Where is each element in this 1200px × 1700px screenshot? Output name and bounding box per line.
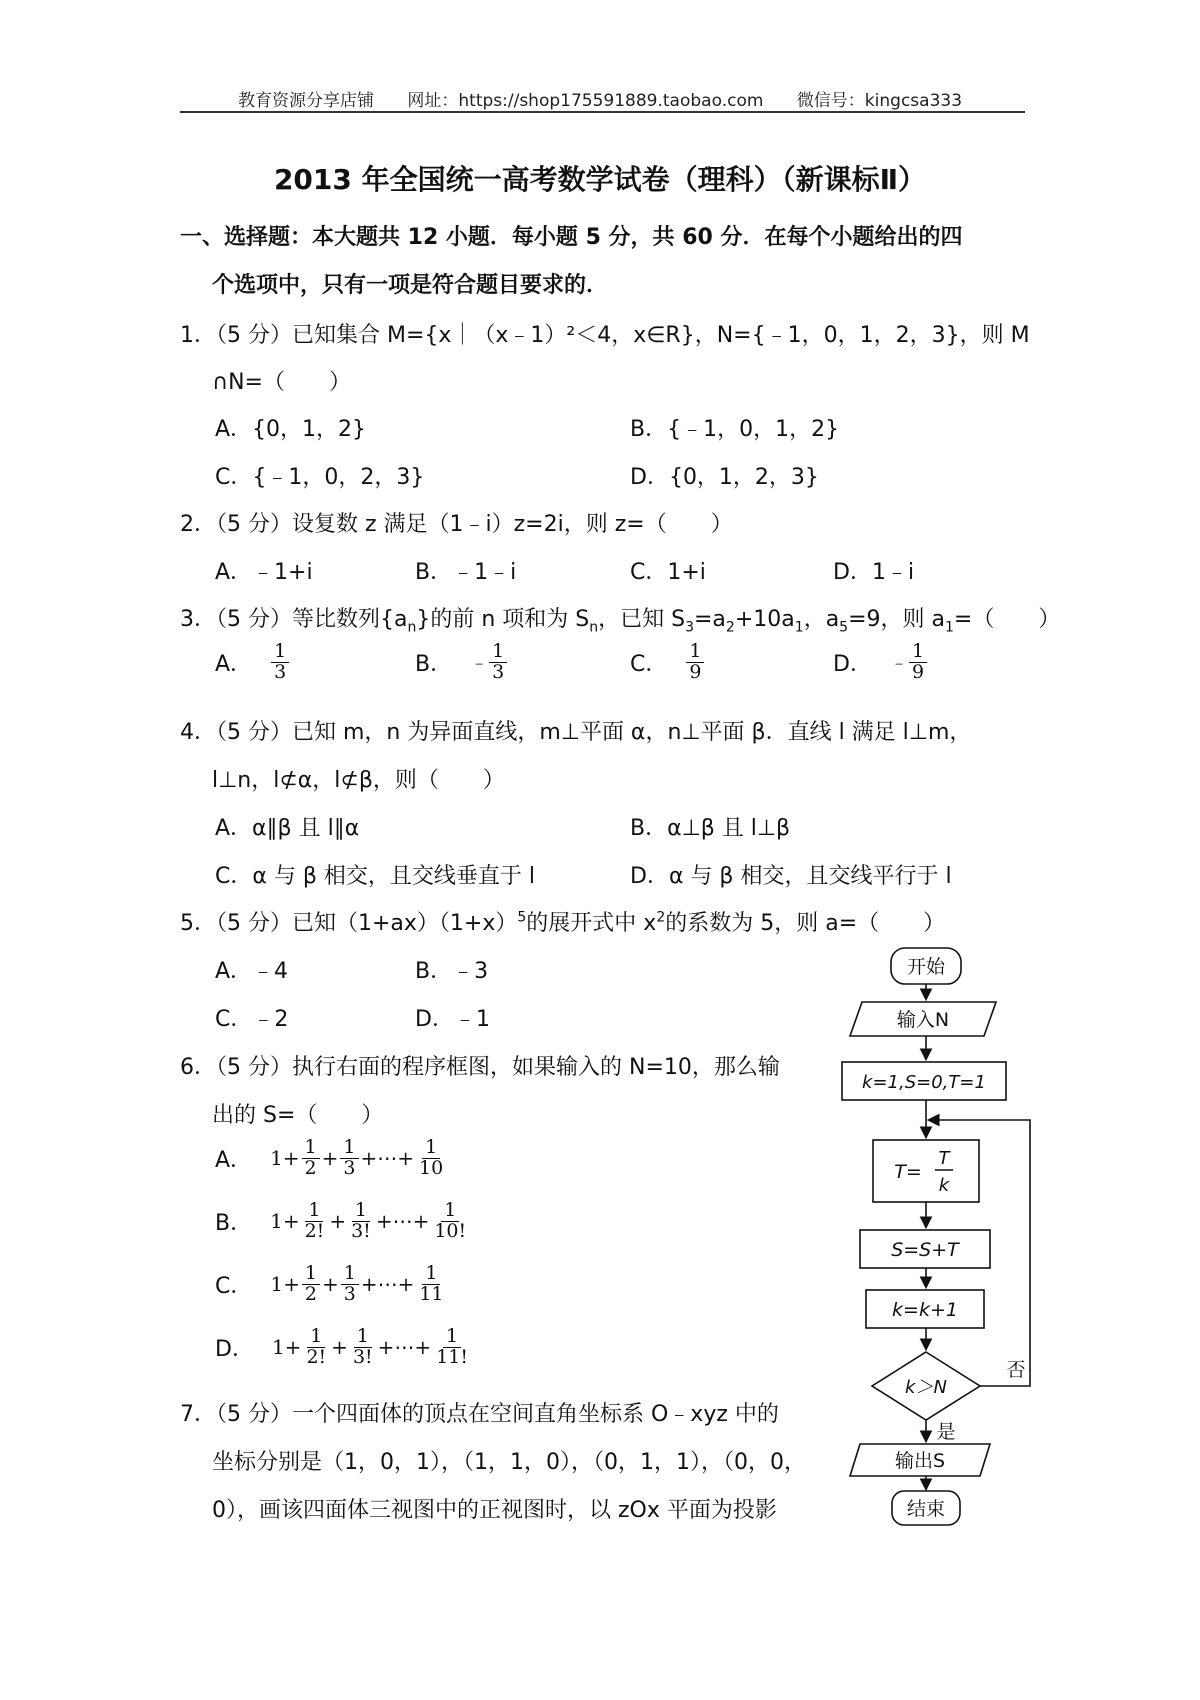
series-expression: 1+ $\frac{1}{2!}$ + $\frac{1}{3!}$ +⋯+ $\frac{1}{11!}$	[271, 1325, 468, 1368]
flow-condition-label: k＞N	[905, 1377, 947, 1398]
flow-k-update-label: k=k+1	[892, 1299, 958, 1321]
flow-s-update-label: S=S+T	[891, 1239, 959, 1261]
flow-t-num-label: T	[938, 1148, 950, 1169]
q2-option-c: C．1+i	[630, 560, 706, 585]
q4-stem-line2: l⊥n，l⊄α，l⊄β，则（ ）	[212, 768, 505, 793]
q2-option-b: B．﹣1﹣i	[415, 560, 517, 585]
q1-option-c: C．{﹣1，0，2，3}	[215, 465, 425, 490]
page-header	[0, 86, 1200, 111]
flow-input-label: 输入N	[896, 1009, 950, 1031]
q3-option-a: A． $\frac{1}{3}$	[215, 642, 290, 683]
flow-yes-label: 是	[936, 1421, 956, 1443]
q5-option-c: C．﹣2	[215, 1007, 289, 1032]
q5-option-b: B．﹣3	[415, 959, 489, 984]
q3-option-b: B． ﹣ $\frac{1}{3}$	[415, 642, 508, 683]
q4-stem-line1: 4．（5 分）已知 m，n 为异面直线，m⊥平面 α，n⊥平面 β．直线 l 满足 l⊥m，	[180, 720, 972, 745]
q3-option-d: D． ﹣ $\frac{1}{9}$	[833, 642, 928, 683]
flow-t-den-label: k	[938, 1175, 950, 1196]
flow-no-label: 否	[1006, 1359, 1026, 1381]
q6-option-a: A． 1+ $\frac{1}{2}$ + $\frac{1}{3}$ +⋯+ $\frac{1}{10}$	[215, 1138, 447, 1179]
fraction: $\frac{1}{9}$	[909, 642, 927, 683]
flow-t-lhs-label: T=	[894, 1161, 922, 1183]
q1-option-b: B．{﹣1，0，1，2}	[630, 417, 840, 442]
series-expression: 1+ $\frac{1}{2!}$ + $\frac{1}{3!}$ +⋯+ $\frac{1}{10!}$	[270, 1199, 467, 1242]
q6-stem-line2: 出的 S=（ ）	[212, 1103, 384, 1128]
shop-name: 教育资源分享店铺	[237, 91, 374, 111]
q5-option-d: D．﹣1	[415, 1007, 490, 1032]
q6-option-d: D． 1+ $\frac{1}{2!}$ + $\frac{1}{3!}$ +⋯+ $\frac{1}{11!}$	[215, 1327, 472, 1368]
q7-stem-line2: 坐标分别是（1，0，1），（1，1，0），（0，1，1），（0，0，	[212, 1450, 806, 1475]
q4-option-a: A．α∥β 且 l∥α	[215, 816, 360, 841]
q7-stem-line1: 7．（5 分）一个四面体的顶点在空间直角坐标系 O﹣xyz 中的	[180, 1402, 779, 1427]
q5-stem: 5．（5 分）已知$(1+ax)(1+x)^5$的展开式中 $x^2$的系数为 5，则 a=（ ）	[180, 909, 946, 936]
fraction: $\frac{1}{9}$	[686, 642, 704, 683]
q1-option-a: A．{0，1，2}	[215, 417, 367, 442]
page-title: 2013 年全国统一高考数学试卷（理科）（新课标Ⅱ）	[273, 163, 927, 196]
q5-option-a: A．﹣4	[215, 959, 289, 984]
flow-init-label: k=1,S=0,T=1	[862, 1072, 986, 1093]
q4-option-d: D．α 与 β 相交，且交线平行于 l	[630, 864, 952, 889]
q3-stem: 3．（5 分）等比数列$\{a_n\}$的前 n 项和为 $S_n$，已知 $S_3=a_2+10a_1$，$a_5=9$，则 $a_1=$（ ）	[180, 607, 1061, 636]
fraction: $\frac{1}{3}$	[489, 642, 507, 683]
section-heading-line1: 一、选择题：本大题共 12 小题．每小题 5 分，共 60 分．在每个小题给出的四	[180, 225, 963, 250]
flow-output-label: 输出S	[894, 1450, 946, 1472]
q6-stem-line1: 6．（5 分）执行右面的程序框图，如果输入的 N=10，那么输	[180, 1055, 780, 1080]
flowchart-diagram	[840, 940, 1040, 1530]
q2-option-a: A．﹣1+i	[215, 560, 313, 585]
q1-option-d: D．{0，1，2，3}	[630, 465, 819, 490]
q3-option-c: C． $\frac{1}{9}$	[630, 642, 705, 683]
q1-stem-line2: ∩N=（ ）	[212, 370, 351, 395]
flow-t-update-node	[873, 1140, 979, 1202]
q4-option-c: C．α 与 β 相交，且交线垂直于 l	[215, 864, 535, 889]
q7-stem-line3: 0），画该四面体三视图中的正视图时，以 zOx 平面为投影	[212, 1498, 777, 1523]
q6-option-c: C． 1+ $\frac{1}{2}$ + $\frac{1}{3}$ +⋯+ $\frac{1}{11}$	[215, 1264, 448, 1305]
series-expression: 1+ $\frac{1}{2}$ + $\frac{1}{3}$ +⋯+ $\frac{1}{11}$	[270, 1262, 444, 1305]
section-heading-line2: 个选项中，只有一项是符合题目要求的．	[212, 273, 609, 298]
wechat-id: 微信号：kingcsa333	[796, 91, 963, 111]
q4-option-b: B．α⊥β 且 l⊥β	[630, 816, 791, 841]
header-rule	[180, 111, 1025, 113]
fraction: $\frac{1}{3}$	[271, 642, 289, 683]
flow-start-label: 开始	[906, 956, 946, 978]
q2-stem: 2．（5 分）设复数 z 满足（1﹣i）z=2i，则 z=（ ）	[180, 512, 733, 537]
q6-option-b: B． 1+ $\frac{1}{2!}$ + $\frac{1}{3!}$ +⋯+ $\frac{1}{10!}$	[215, 1201, 470, 1242]
q2-option-d: D．1﹣i	[833, 560, 915, 585]
flow-end-label: 结束	[906, 1498, 946, 1520]
series-expression: 1+ $\frac{1}{2}$ + $\frac{1}{3}$ +⋯+ $\frac{1}{10}$	[270, 1136, 444, 1179]
q1-stem-line1: 1．（5 分）已知集合 M={x｜（x﹣1）²＜4，x∈R}，N={﹣1，0，1，2，3}，则 M	[180, 323, 1030, 348]
shop-url: 网址：https://shop175591889.taobao.com	[407, 91, 764, 111]
